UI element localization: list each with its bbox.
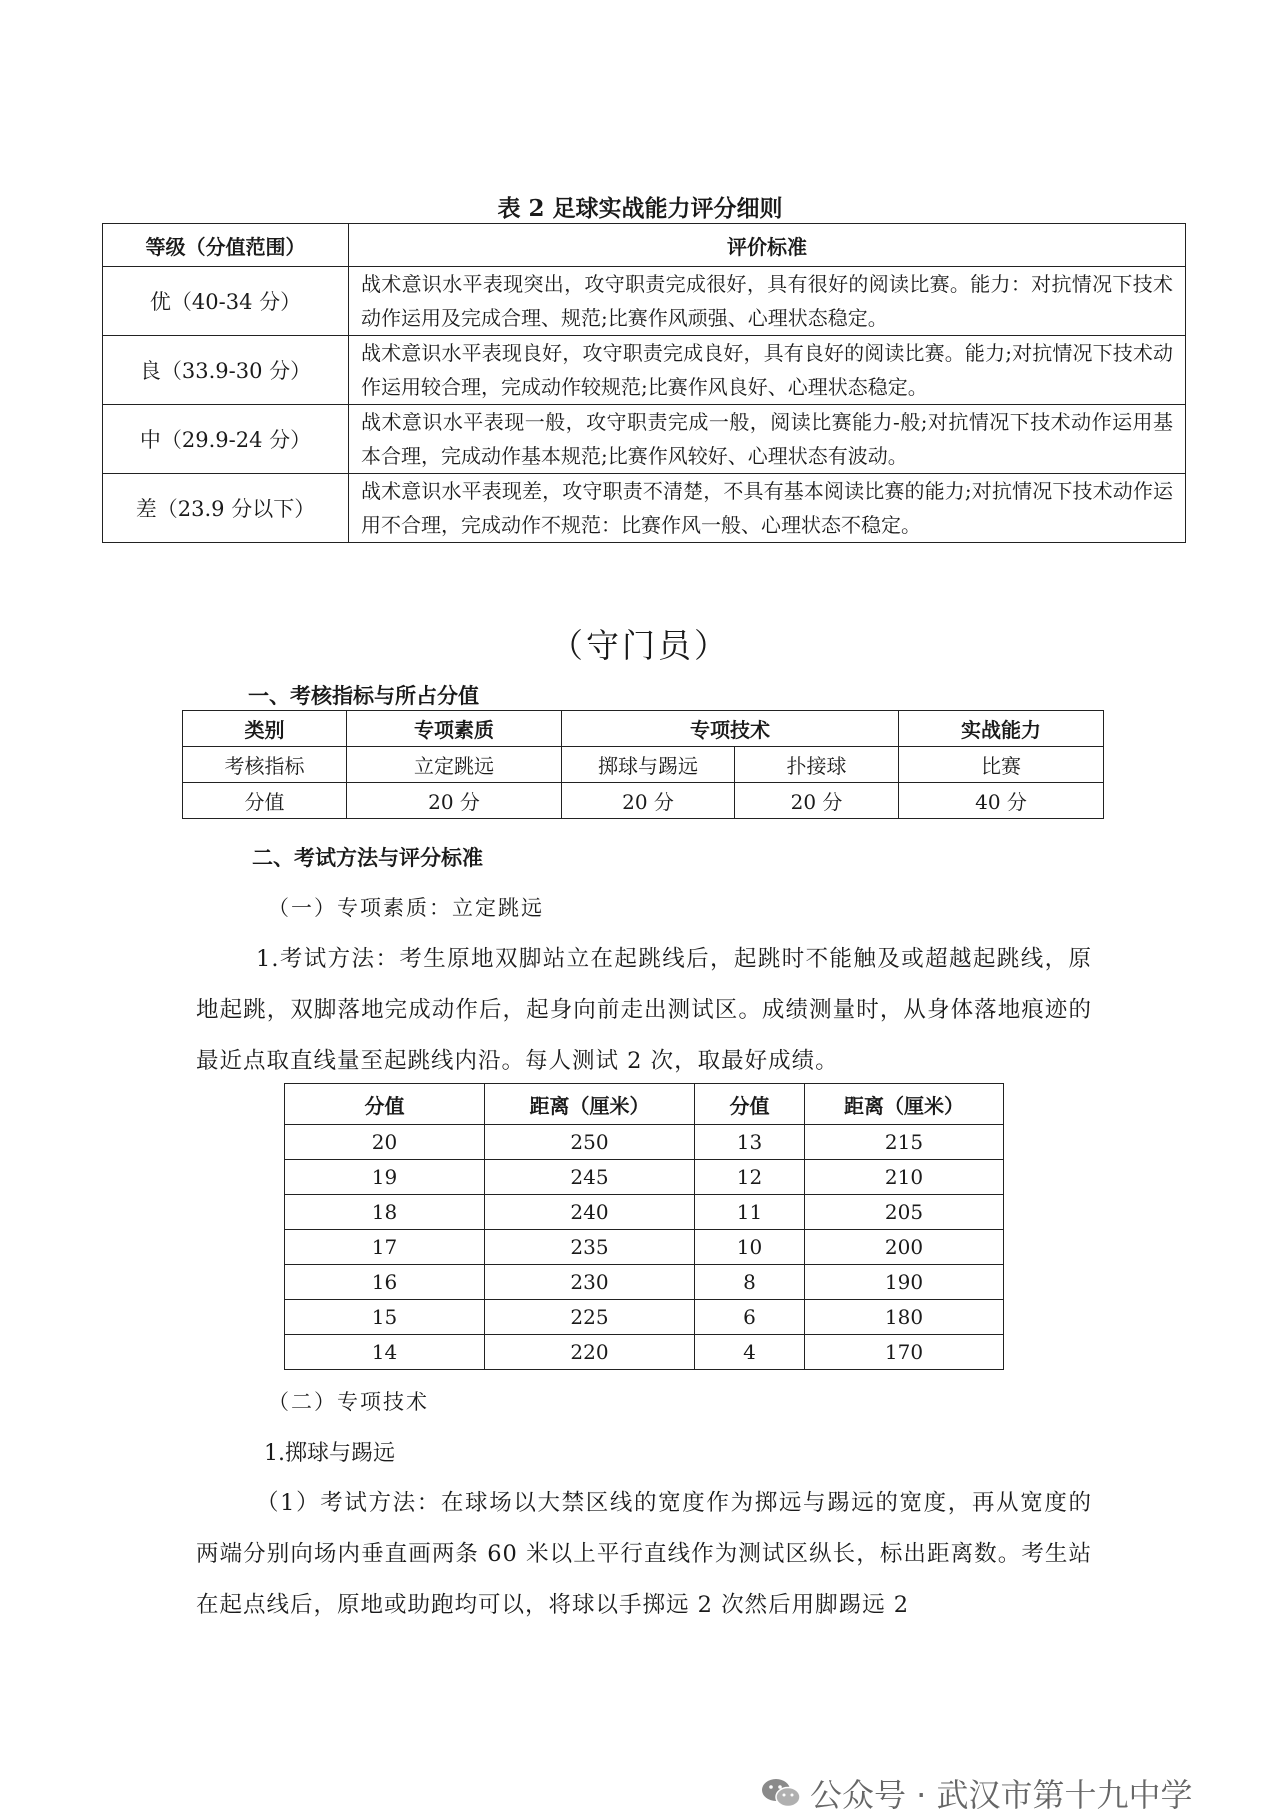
table-cell: 225: [485, 1300, 695, 1335]
table-cell: 10: [695, 1230, 805, 1265]
table-cell: 4: [695, 1335, 805, 1370]
table-cell: 分值: [183, 783, 347, 819]
table-cell: 16: [285, 1265, 485, 1300]
table-cell: 实战能力: [899, 711, 1104, 747]
standing-jump-method-paragraph: 1.考试方法：考生原地双脚站立在起跳线后，起跳时不能触及或超越起跳线，原地起跳，双脚落地完成动作后，起身向前走出测试区。成绩测量时，从身体落地痕迹的最近点取直线量至起跳线内沿。每人测试 2 次，取最好成绩。: [196, 946, 1092, 1074]
table-row: [285, 1195, 1004, 1230]
table-cell: 6: [695, 1300, 805, 1335]
table-cell: 170: [805, 1335, 1004, 1370]
table-row: [103, 267, 1186, 336]
table-cell: 分值: [285, 1084, 485, 1125]
throw-kick-method-paragraph: （1）考试方法：在球场以大禁区线的宽度作为掷远与踢远的宽度，再从宽度的两端分别向场内垂直画两条 60 米以上平行直线作为测试区纵长，标出距离数。考生站在起点线后，原地或助跑均可以，将球以手掷远 2 次然后用脚踢远 2: [196, 1490, 1092, 1618]
table-cell: 掷球与踢远: [562, 747, 735, 783]
table2-title: 表 2 足球实战能力评分细则: [497, 195, 783, 222]
criteria-header: 评价标准: [349, 224, 1186, 267]
throw-kick-title: 1.掷球与踢远: [264, 1441, 395, 1466]
indicator-table: [182, 710, 1104, 819]
criteria-cell: 战术意识水平表现良好，攻守职责完成良好，具有良好的阅读比赛。能力;对抗情况下技术动作运用较合理，完成动作较规范;比赛作风良好、心理状态稳定。: [349, 336, 1186, 405]
table-header-row: [103, 224, 1186, 267]
table-cell: 245: [485, 1160, 695, 1195]
table-cell: 13: [695, 1125, 805, 1160]
table-cell: 考核指标: [183, 747, 347, 783]
table-cell: 250: [485, 1125, 695, 1160]
criteria-cell: 战术意识水平表现一般，攻守职责完成一般，阅读比赛能力-般;对抗情况下技术动作运用基本合理，完成动作基本规范;比赛作风较好、心理状态有波动。: [349, 405, 1186, 474]
table-cell: 距离（厘米）: [805, 1084, 1004, 1125]
table-cell: 20 分: [347, 783, 562, 819]
table-cell: 19: [285, 1160, 485, 1195]
watermark-text: 公众号 · 武汉市第十九中学: [810, 1776, 1193, 1814]
table-cell: 分值: [695, 1084, 805, 1125]
table-cell: 20: [285, 1125, 485, 1160]
table-cell: 200: [805, 1230, 1004, 1265]
section1-heading: 一、考核指标与所占分值: [248, 684, 479, 708]
table-row: [103, 336, 1186, 405]
grade-cell: 良（33.9-30 分）: [103, 336, 349, 405]
table-row: [285, 1265, 1004, 1300]
grade-cell: 中（29.9-24 分）: [103, 405, 349, 474]
table-cell: 20 分: [562, 783, 735, 819]
table-cell: 专项素质: [347, 711, 562, 747]
table-row: [103, 405, 1186, 474]
table-cell: 12: [695, 1160, 805, 1195]
table-cell: 240: [485, 1195, 695, 1230]
table-cell: 230: [485, 1265, 695, 1300]
table-cell: 40 分: [899, 783, 1104, 819]
table-cell: 8: [695, 1265, 805, 1300]
table-cell: 专项技术: [562, 711, 899, 747]
table-cell: 190: [805, 1265, 1004, 1300]
table-cell: 类别: [183, 711, 347, 747]
table-cell: 14: [285, 1335, 485, 1370]
table-cell: 210: [805, 1160, 1004, 1195]
grade-cell: 优（40-34 分）: [103, 267, 349, 336]
wechat-icon: [760, 1776, 802, 1810]
grade-cell: 差（23.9 分以下）: [103, 474, 349, 543]
table-header-row: [285, 1084, 1004, 1125]
table-row: [285, 1125, 1004, 1160]
table-cell: 15: [285, 1300, 485, 1335]
grade-header: 等级（分值范围）: [103, 224, 349, 267]
table-cell: 立定跳远: [347, 747, 562, 783]
table-row: [285, 1230, 1004, 1265]
subsection2-title: （二）专项技术: [268, 1390, 429, 1414]
table-row: [285, 1160, 1004, 1195]
table-row: [285, 1300, 1004, 1335]
scoring-criteria-table: [102, 223, 1186, 543]
table-cell: 17: [285, 1230, 485, 1265]
table-cell: 215: [805, 1125, 1004, 1160]
table-cell: 235: [485, 1230, 695, 1265]
subsection1-title: （一）专项素质：立定跳远: [268, 896, 544, 920]
goalkeeper-title: （守门员）: [550, 626, 730, 665]
table-cell: 距离（厘米）: [485, 1084, 695, 1125]
criteria-cell: 战术意识水平表现突出，攻守职责完成很好，具有很好的阅读比赛。能力：对抗情况下技术动作运用及完成合理、规范;比赛作风顽强、心理状态稳定。: [349, 267, 1186, 336]
table-row: [103, 474, 1186, 543]
table-cell: 220: [485, 1335, 695, 1370]
table-row: [183, 783, 1104, 819]
table-row: [183, 747, 1104, 783]
table-header-row: [183, 711, 1104, 747]
table-cell: 205: [805, 1195, 1004, 1230]
table-cell: 比赛: [899, 747, 1104, 783]
table-row: [285, 1335, 1004, 1370]
table-cell: 扑接球: [735, 747, 899, 783]
table-cell: 11: [695, 1195, 805, 1230]
section2-heading: 二、考试方法与评分标准: [252, 846, 483, 870]
criteria-cell: 战术意识水平表现差，攻守职责不清楚，不具有基本阅读比赛的能力;对抗情况下技术动作运用不合理，完成动作不规范：比赛作风一般、心理状态不稳定。: [349, 474, 1186, 543]
standing-jump-score-table: [284, 1083, 1004, 1370]
table-cell: 18: [285, 1195, 485, 1230]
table-cell: 180: [805, 1300, 1004, 1335]
watermark: [760, 1770, 1193, 1816]
table-cell: 20 分: [735, 783, 899, 819]
